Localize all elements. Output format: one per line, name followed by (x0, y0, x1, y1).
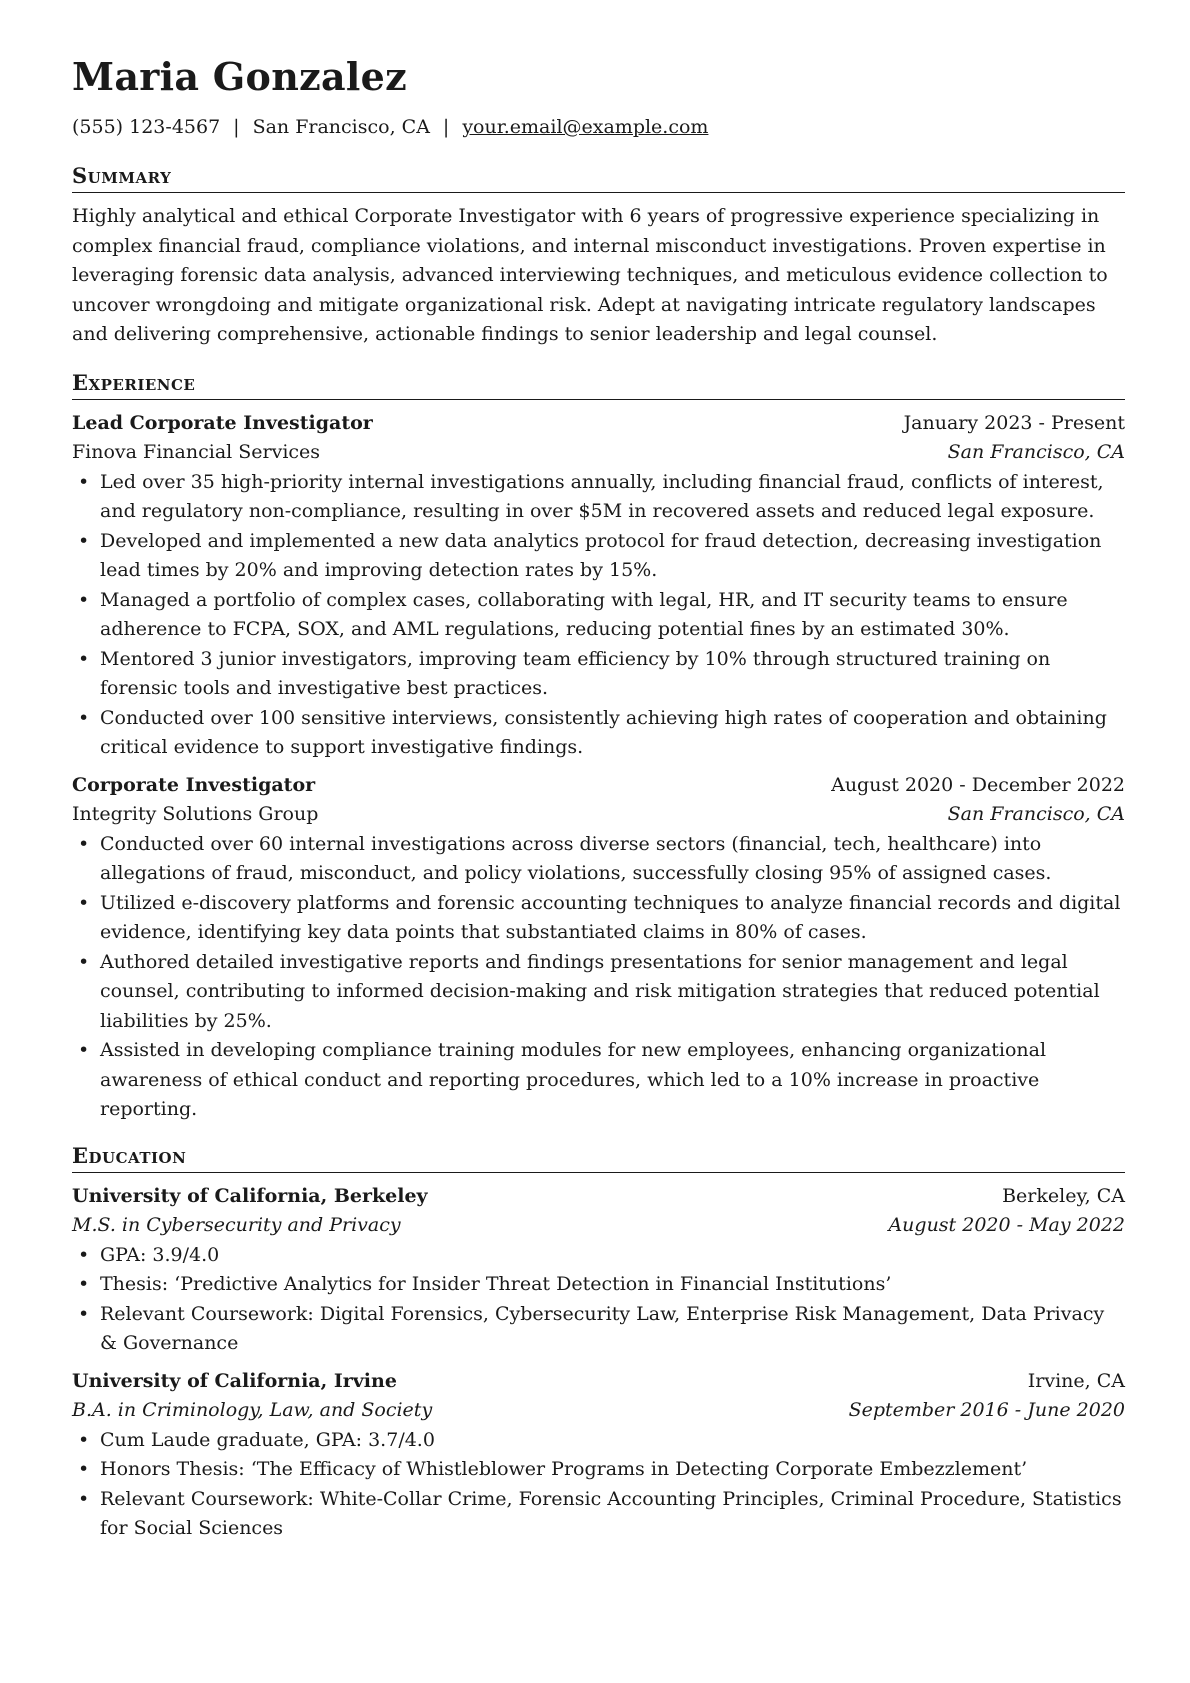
list-item: • Led over 35 high-priority internal investigations annually, including financial fraud, conflicts of interest, and regulatory non-compliance, resulting in over $5M in recovered assets and reduced legal exposure. (72, 468, 1125, 527)
email-link[interactable]: your.email@example.com (462, 116, 709, 138)
education-entry (72, 1182, 1125, 1359)
list-item: • Managed a portfolio of complex cases, collaborating with legal, HR, and IT security teams to ensure adherence to FCPA, SOX, and AML regulations, reducing potential fines by an estimated 30%. (72, 586, 1125, 645)
education-bullets (72, 1241, 1125, 1359)
degree: B.A. in Criminology, Law, and Society (72, 1399, 433, 1421)
location: San Francisco, CA (252, 116, 430, 138)
summary-section (72, 165, 1125, 350)
education-section (72, 1142, 1125, 1544)
resume-page (72, 54, 1125, 1564)
education-entry (72, 1367, 1125, 1544)
list-item: • Mentored 3 junior investigators, improving team efficiency by 10% through structured training on forensic tools and investigative best practices. (72, 645, 1125, 704)
job-role: Lead Corporate Investigator (72, 411, 373, 434)
list-item: • Conducted over 100 sensitive interviews, consistently achieving high rates of cooperation and obtaining critical evidence to support investigative findings. (72, 704, 1125, 763)
list-item: • Relevant Coursework: Digital Forensics, Cybersecurity Law, Enterprise Risk Management, Data Privacy & Governance (72, 1300, 1125, 1359)
list-item: • Honors Thesis: ‘The Efficacy of Whistleblower Programs in Detecting Corporate Embezzlement’ (72, 1455, 1125, 1485)
section-title-education: Education (72, 1145, 1125, 1173)
list-item: • GPA: 3.9/4.0 (72, 1241, 1125, 1271)
list-item: • Assisted in developing compliance training modules for new employees, enhancing organizational awareness of ethical conduct and reporting procedures, which led to a 10% increase in proactive reporting. (72, 1036, 1125, 1125)
section-title-experience: Experience (72, 372, 1125, 400)
education-dates: August 2020 - May 2022 (888, 1214, 1125, 1236)
experience-section (72, 369, 1125, 1125)
list-item: • Thesis: ‘Predictive Analytics for Insider Threat Detection in Financial Institutions’ (72, 1270, 1125, 1300)
candidate-name: Maria Gonzalez (72, 54, 408, 99)
contact-line (72, 118, 1125, 137)
list-item: • Developed and implemented a new data analytics protocol for fraud detection, decreasing investigation lead times by 20% and improving detection rates by 15%. (72, 527, 1125, 586)
school-location: Berkeley, CA (1002, 1184, 1125, 1207)
summary-text: Highly analytical and ethical Corporate Investigator with 6 years of progressive experience specializing in complex financial fraud, compliance violations, and internal misconduct investigations. Proven expertise in leveraging forensic data analysis, advanced interviewing techniques, and meticulous evidence collection to uncover wrongdoing and mitigate organizational risk. Adept at navigating intricate regulatory landscapes and delivering comprehensive, actionable findings to senior leadership and legal counsel. (72, 205, 1108, 345)
job-bullets (72, 830, 1125, 1125)
education-dates: September 2016 - June 2020 (848, 1399, 1125, 1421)
list-item: • Authored detailed investigative reports and findings presentations for senior management and legal counsel, contributing to informed decision-making and risk mitigation strategies that reduced potential liabilities by 25%. (72, 948, 1125, 1037)
degree: M.S. in Cybersecurity and Privacy (72, 1214, 401, 1236)
job-bullets (72, 468, 1125, 763)
list-item: • Utilized e-discovery platforms and forensic accounting techniques to analyze financial records and digital evidence, identifying key data points that substantiated claims in 80% of cases. (72, 889, 1125, 948)
job-dates: January 2023 - Present (903, 411, 1125, 434)
job-company: Integrity Solutions Group (72, 803, 319, 825)
job-location: San Francisco, CA (947, 441, 1125, 463)
education-bullets (72, 1426, 1125, 1544)
list-item: • Relevant Coursework: White-Collar Crime, Forensic Accounting Principles, Criminal Procedure, Statistics for Social Sciences (72, 1485, 1125, 1544)
contact-separator: | (442, 116, 450, 138)
job-location: San Francisco, CA (947, 803, 1125, 825)
section-title-summary: Summary (72, 165, 1125, 193)
job-dates: August 2020 - December 2022 (831, 773, 1125, 796)
list-item: • Cum Laude graduate, GPA: 3.7/4.0 (72, 1426, 1125, 1456)
job-role: Corporate Investigator (72, 773, 316, 796)
school-name: University of California, Berkeley (72, 1184, 428, 1207)
job-entry (72, 771, 1125, 1125)
phone-number: (555) 123-4567 (72, 116, 221, 138)
contact-separator: | (233, 116, 240, 138)
school-location: Irvine, CA (1027, 1369, 1125, 1392)
job-company: Finova Financial Services (72, 441, 321, 463)
job-entry (72, 409, 1125, 763)
list-item: • Conducted over 60 internal investigations across diverse sectors (financial, tech, healthcare) into allegations of fraud, misconduct, and policy violations, successfully closing 95% of assigned cases. (72, 830, 1125, 889)
school-name: University of California, Irvine (72, 1369, 397, 1392)
